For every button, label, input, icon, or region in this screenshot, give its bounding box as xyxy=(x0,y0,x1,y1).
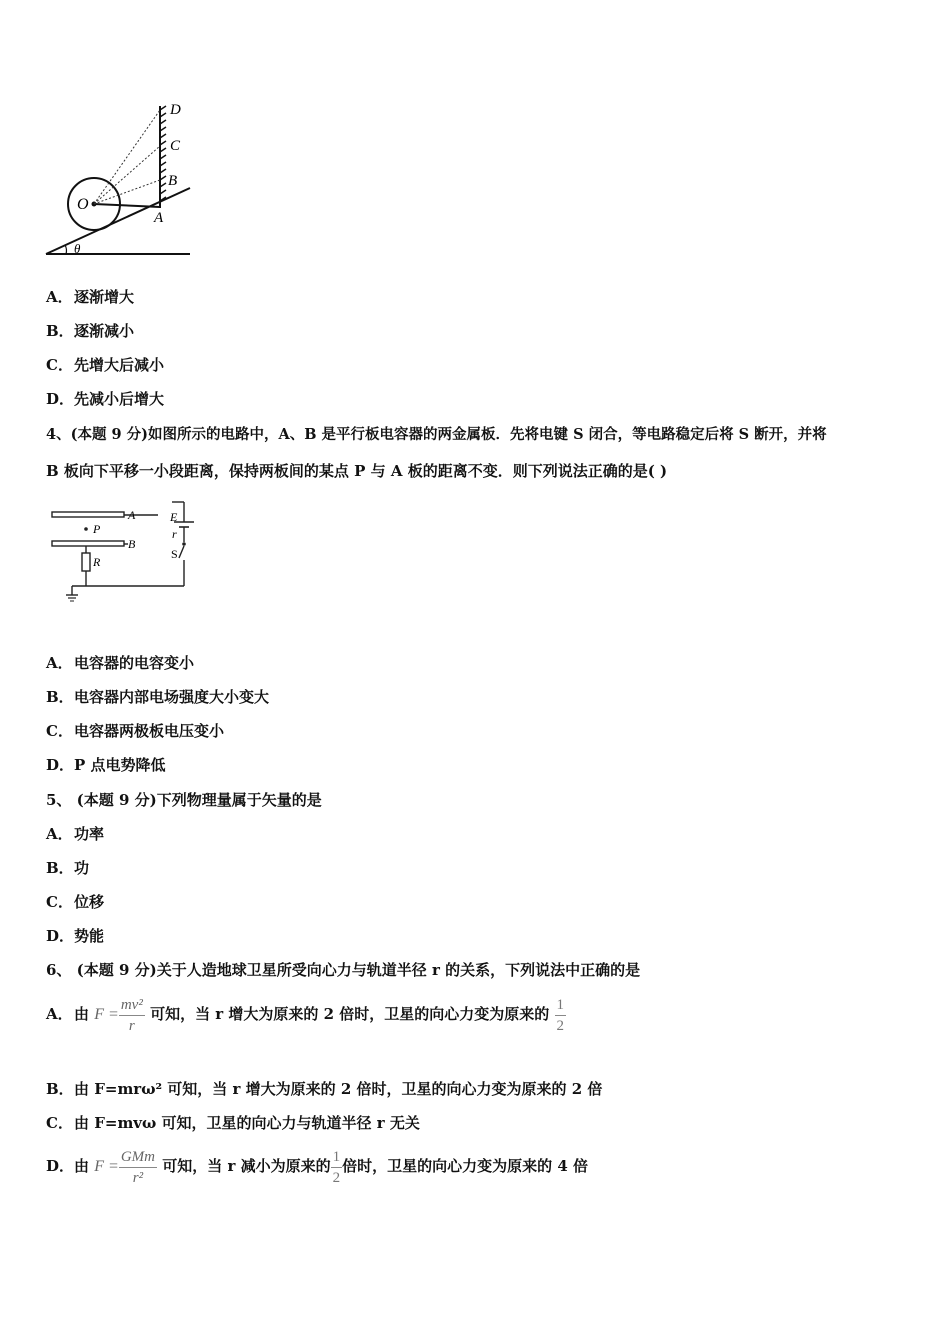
option-letter: D． xyxy=(46,927,75,945)
fraction-denominator: 2 xyxy=(556,1017,565,1034)
capacitor-circuit-figure xyxy=(48,500,198,604)
plate-b-label: B xyxy=(128,537,136,551)
q3-option-b[interactable] xyxy=(46,320,134,341)
q5-option-c[interactable] xyxy=(46,891,104,912)
option-letter: A． xyxy=(46,825,73,843)
option-letter: B． xyxy=(46,859,74,877)
option-text: 逐渐减小 xyxy=(74,322,135,340)
option-letter: C． xyxy=(46,722,73,740)
fraction-numerator: 1 xyxy=(331,1147,343,1168)
q4-stem-line2: B 板向下平移一小段距离，保持两板间的某点 P 与 A 板的距离不变．则下列说法正确的是( ) xyxy=(46,462,668,480)
option-letter: D． xyxy=(46,756,75,774)
emf-e-label: E xyxy=(170,510,178,524)
option-text: 功 xyxy=(74,859,90,877)
q4-option-d[interactable] xyxy=(46,754,166,775)
option-text: 位移 xyxy=(74,893,105,911)
option-letter: B． xyxy=(46,1080,74,1098)
q5-stem: 5、 (本题 9 分)下列物理量属于矢量的是 xyxy=(46,791,322,809)
option-letter: A． xyxy=(46,1005,73,1023)
q6-stem: 6、 (本题 9 分)关于人造地球卫星所受向心力与轨道半径 r 的关系，下列说法中正确的是 xyxy=(46,961,641,979)
q6-option-d[interactable] xyxy=(46,1146,588,1188)
fraction-numerator: 1 xyxy=(555,995,567,1016)
fraction-numerator: GMm xyxy=(119,1147,157,1168)
option-mid: 可知，当 r 增大为原来的 2 倍时，卫星的向心力变为原来的 xyxy=(150,1005,550,1023)
option-text: 电容器内部电场强度大小变大 xyxy=(74,688,270,706)
option-letter: A． xyxy=(46,654,73,672)
option-letter: D． xyxy=(46,1157,75,1175)
label-o: O xyxy=(77,196,89,213)
formula-lhs: F = xyxy=(94,1158,119,1175)
q6-option-c[interactable] xyxy=(46,1112,420,1133)
option-text: 由 F=mvω 可知，卫星的向心力与轨道半径 r 无关 xyxy=(74,1114,420,1132)
label-b: B xyxy=(168,173,178,189)
q5-option-a[interactable] xyxy=(46,823,104,844)
option-text: 由 F=mrω² 可知，当 r 增大为原来的 2 倍时，卫星的向心力变为原来的 2 倍 xyxy=(74,1080,603,1098)
plate-a-label: A xyxy=(128,508,136,522)
fraction-denominator: 2 xyxy=(332,1169,341,1186)
option-letter: C． xyxy=(46,1114,73,1132)
q3-option-a[interactable] xyxy=(46,286,134,307)
q6-option-a[interactable] xyxy=(46,994,566,1036)
option-letter: C． xyxy=(46,356,73,374)
option-text: 电容器两极板电压变小 xyxy=(74,722,225,740)
half-fraction xyxy=(331,1147,343,1188)
option-letter: B． xyxy=(46,322,74,340)
option-pre: 由 xyxy=(74,1005,90,1023)
switch-s-label: S xyxy=(171,547,178,561)
option-letter: B． xyxy=(46,688,74,706)
label-a: A xyxy=(154,210,164,226)
option-text: 先增大后减小 xyxy=(74,356,165,374)
fraction-denominator: r² xyxy=(132,1169,144,1186)
q3-option-d[interactable] xyxy=(46,388,164,409)
option-text: 先减小后增大 xyxy=(74,390,165,408)
fraction-denominator: r xyxy=(128,1017,135,1034)
option-letter: D． xyxy=(46,390,75,408)
option-post: 倍时，卫星的向心力变为原来的 4 倍 xyxy=(342,1157,588,1175)
formula-fraction xyxy=(119,995,145,1036)
label-theta: θ xyxy=(74,241,81,256)
point-p-label: P xyxy=(93,522,101,536)
q4-option-a[interactable] xyxy=(46,652,194,673)
label-d: D xyxy=(170,102,181,118)
option-letter: C． xyxy=(46,893,73,911)
option-text: 电容器的电容变小 xyxy=(74,654,195,672)
formula-fraction xyxy=(119,1147,157,1188)
option-mid: 可知，当 r 减小为原来的 xyxy=(162,1157,331,1175)
q4-stem-line1: 4、(本题 9 分)如图所示的电路中，A、B 是平行板电容器的两金属板．先将电键 S 闭合，等电路稳定后将 S 断开，并将 xyxy=(46,426,827,443)
option-text: 功率 xyxy=(74,825,105,843)
option-text: 逐渐增大 xyxy=(74,288,135,306)
q4-option-b[interactable] xyxy=(46,686,269,707)
q6-option-b[interactable] xyxy=(46,1078,602,1099)
q4-option-c[interactable] xyxy=(46,720,224,741)
option-pre: 由 xyxy=(74,1157,90,1175)
fraction-numerator: mv² xyxy=(119,995,145,1016)
sphere-incline-figure xyxy=(44,96,194,262)
option-letter: A． xyxy=(46,288,73,306)
half-fraction xyxy=(555,995,567,1036)
q5-option-b[interactable] xyxy=(46,857,89,878)
internal-r-label: r xyxy=(172,527,177,541)
option-text: P 点电势降低 xyxy=(74,756,166,774)
q3-option-c[interactable] xyxy=(46,354,164,375)
q5-option-d[interactable] xyxy=(46,925,104,946)
option-text: 势能 xyxy=(74,927,105,945)
resistor-r-label: R xyxy=(93,555,101,569)
label-c: C xyxy=(170,138,181,154)
formula-lhs: F = xyxy=(94,1006,119,1023)
